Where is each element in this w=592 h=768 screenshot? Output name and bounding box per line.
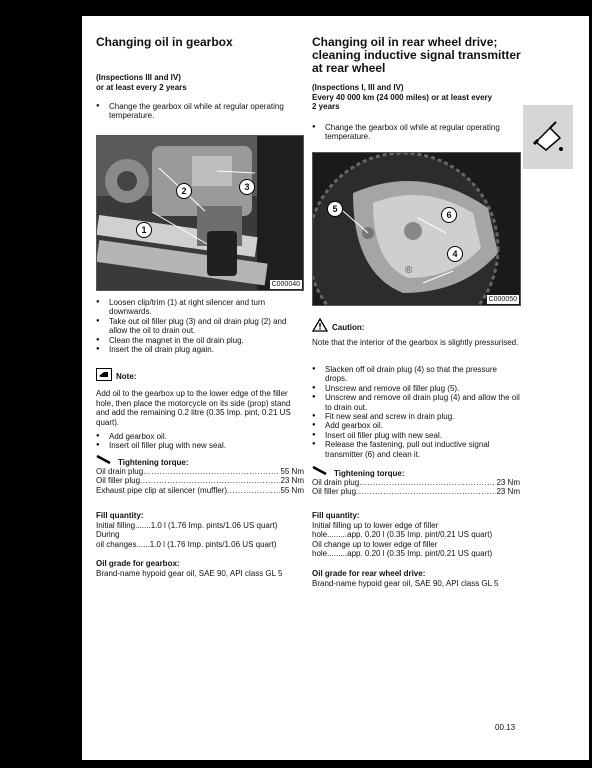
hand-pointer-icon [96, 368, 112, 386]
list-item: ● Insert the oil drain plug again. [96, 345, 304, 354]
grade-heading: Oil grade for rear wheel drive: [312, 569, 426, 578]
fill-heading: Fill quantity: [96, 511, 144, 520]
list-item: ● Insert oil filler plug with new seal. [96, 441, 304, 450]
list-item: ● Loosen clip/trim (1) at right silencer and turn downwards. [96, 298, 304, 317]
list-item: ● Insert oil filler plug with new seal. [312, 431, 520, 440]
note-text: Add oil to the gearbox up to the lower edge of the filler hole, then place the motorcycle on its side (prop) stand and add the remaining 0.2 litre (0.35 Imp. pint, 0.21 US quart). [96, 389, 291, 427]
right-intro-list [312, 123, 520, 142]
figure-code: C000050 [488, 296, 517, 303]
torque-row: Oil drain plug ..... 23 Nm [312, 478, 520, 487]
svg-text:®: ® [405, 265, 413, 276]
list-item: ● Change the gearbox oil while at regular operating temperature. [312, 123, 520, 142]
right-title: Changing oil in rear wheel drive; cleaning inductive signal transmitter at rear wheel [312, 35, 521, 75]
list-item: ● Unscrew and remove oil drain plug (4) and allow the oil to drain out. [312, 393, 520, 412]
rear-wheel-photo [313, 153, 520, 305]
gearbox-photo [97, 136, 303, 290]
list-item: ● Take out oil filler plug (3) and oil drain plug (2) and allow the oil to drain out. [96, 317, 304, 336]
list-item: ● Add gearbox oil. [96, 432, 304, 441]
list-item: ● Unscrew and remove oil filler plug (5). [312, 384, 520, 393]
figure-code: C000040 [271, 281, 300, 288]
left-intro-list [96, 102, 304, 121]
list-item: ● Change the gearbox oil while at regular operating temperature. [96, 102, 304, 121]
right-grade [312, 569, 522, 588]
left-more-steps [96, 432, 304, 451]
left-torque [96, 455, 304, 495]
torque-heading: Tightening torque: [334, 469, 405, 478]
list-item: ● Slacken off oil drain plug (4) so that the pressure drops. [312, 365, 520, 384]
callout-3: 3 [239, 179, 255, 195]
section-tab [523, 105, 573, 169]
manual-page [82, 16, 589, 760]
left-inspection: (Inspections III and IV) or at least every 2 years [96, 73, 187, 92]
warning-triangle-icon [312, 318, 328, 337]
rear-wheel-figure [312, 152, 521, 306]
grade-text: Brand-name hypoid gear oil, SAE 90, API class GL 5 [312, 578, 499, 588]
callout-4: 4 [447, 246, 463, 262]
note-heading: Note: [116, 372, 137, 382]
left-grade [96, 559, 306, 578]
left-title: Changing oil in gearbox [96, 35, 233, 49]
callout-6: 6 [441, 207, 457, 223]
list-item: ● Add gearbox oil. [312, 421, 520, 430]
right-torque [312, 466, 520, 497]
wrench-icon [312, 466, 330, 478]
gearbox-figure [96, 135, 304, 291]
right-fill: Fill quantity: Initial filling up to lower edge of filler hole.........app. 0.20 l (0.35 Imp. pint/0.21 US quart) Oil change up to lower edge of filler hole.........app. 0.20 l (0.35 Imp. pint/0.21 US quart) [312, 511, 522, 559]
caution-heading: Caution: [332, 322, 365, 332]
left-steps-list [96, 298, 304, 354]
left-fill: Fill quantity: Initial filling.......1.0 l (1.76 Imp. pints/1.06 US quart) During oil changes......1.0 l (1.76 Imp. pints/1.06 US quart) [96, 511, 306, 549]
list-item: ● Release the fastening, pull out inductive signal transmitter (6) and clean it. [312, 440, 520, 459]
right-steps-list [312, 365, 520, 459]
torque-row: Exhaust pipe clip at silencer (muffler) ..... 55 Nm [96, 486, 304, 495]
list-item: ● Clean the magnet in the oil drain plug. [96, 336, 304, 345]
grade-text: Brand-name hypoid gear oil, SAE 90, API class GL 5 [96, 568, 283, 578]
caution-text: Note that the interior of the gearbox is slightly pressurised. [312, 338, 519, 347]
caution-block [312, 318, 522, 348]
torque-heading: Tightening torque: [118, 458, 189, 467]
callout-1: 1 [136, 222, 152, 238]
note-block [96, 368, 304, 427]
torque-row: Oil drain plug ..... 55 Nm [96, 467, 304, 476]
right-inspection: (Inspections I, III and IV) Every 40 000 km (24 000 miles) or at least every 2 years [312, 83, 493, 111]
callout-2: 2 [176, 183, 192, 199]
torque-row: Oil filler plug ..... 23 Nm [96, 476, 304, 485]
torque-row: Oil filler plug ..... 23 Nm [312, 487, 520, 496]
grade-heading: Oil grade for gearbox: [96, 559, 180, 568]
callout-5: 5 [327, 201, 343, 217]
fill-heading: Fill quantity: [312, 511, 360, 520]
list-item: ● Fit new seal and screw in drain plug. [312, 412, 520, 421]
oil-can-icon [530, 118, 566, 159]
wrench-icon [96, 455, 114, 467]
page-number: 00.13 [495, 723, 516, 732]
